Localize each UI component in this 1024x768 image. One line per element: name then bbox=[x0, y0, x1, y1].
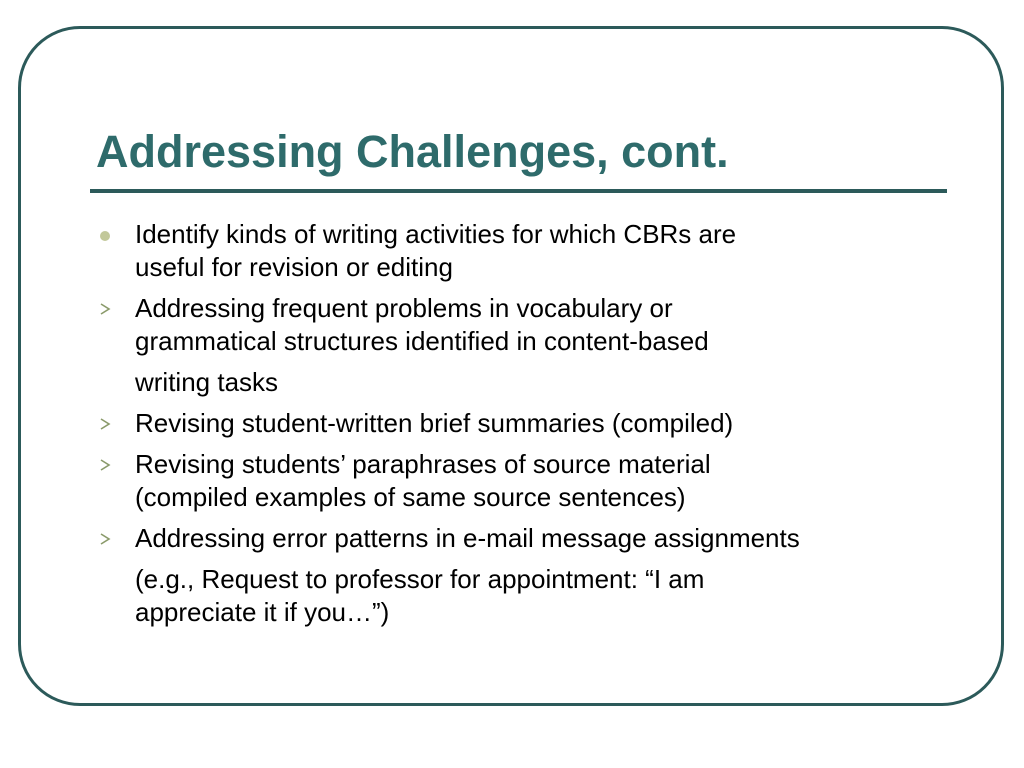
bullet-list bbox=[98, 218, 958, 637]
bullet-item bbox=[98, 218, 958, 284]
bullet-text-line: useful for revision or editing bbox=[135, 252, 453, 282]
bullet-text-line: Addressing frequent problems in vocabulary or bbox=[135, 293, 673, 323]
dot-icon bbox=[98, 218, 124, 251]
bullet-text-line: (e.g., Request to professor for appointment: “I am bbox=[135, 564, 705, 594]
bullet-text-line: Addressing error patterns in e-mail message assignments bbox=[135, 523, 800, 553]
bullet-item bbox=[98, 448, 958, 514]
bullet-item bbox=[98, 407, 958, 440]
bullet-text-line: (compiled examples of same source sentences) bbox=[135, 482, 686, 512]
bullet-text-line: writing tasks bbox=[135, 367, 279, 397]
bullet-text-line: grammatical structures identified in content-based bbox=[135, 326, 709, 356]
title-underline bbox=[90, 189, 947, 193]
bullet-text-line: Revising students’ paraphrases of source material bbox=[135, 449, 711, 479]
arrow-icon bbox=[98, 448, 124, 481]
arrow-icon bbox=[98, 522, 124, 555]
arrow-icon bbox=[98, 292, 124, 325]
slide-title: Addressing Challenges, cont. bbox=[96, 126, 729, 177]
bullet-text-line: Revising student-written brief summaries (compiled) bbox=[135, 408, 734, 438]
bullet-item bbox=[98, 522, 958, 629]
bullet-text-line: Identify kinds of writing activities for which CBRs are bbox=[135, 219, 737, 249]
arrow-icon bbox=[98, 407, 124, 440]
bullet-item bbox=[98, 292, 958, 399]
bullet-text-line: appreciate it if you…”) bbox=[135, 597, 390, 627]
